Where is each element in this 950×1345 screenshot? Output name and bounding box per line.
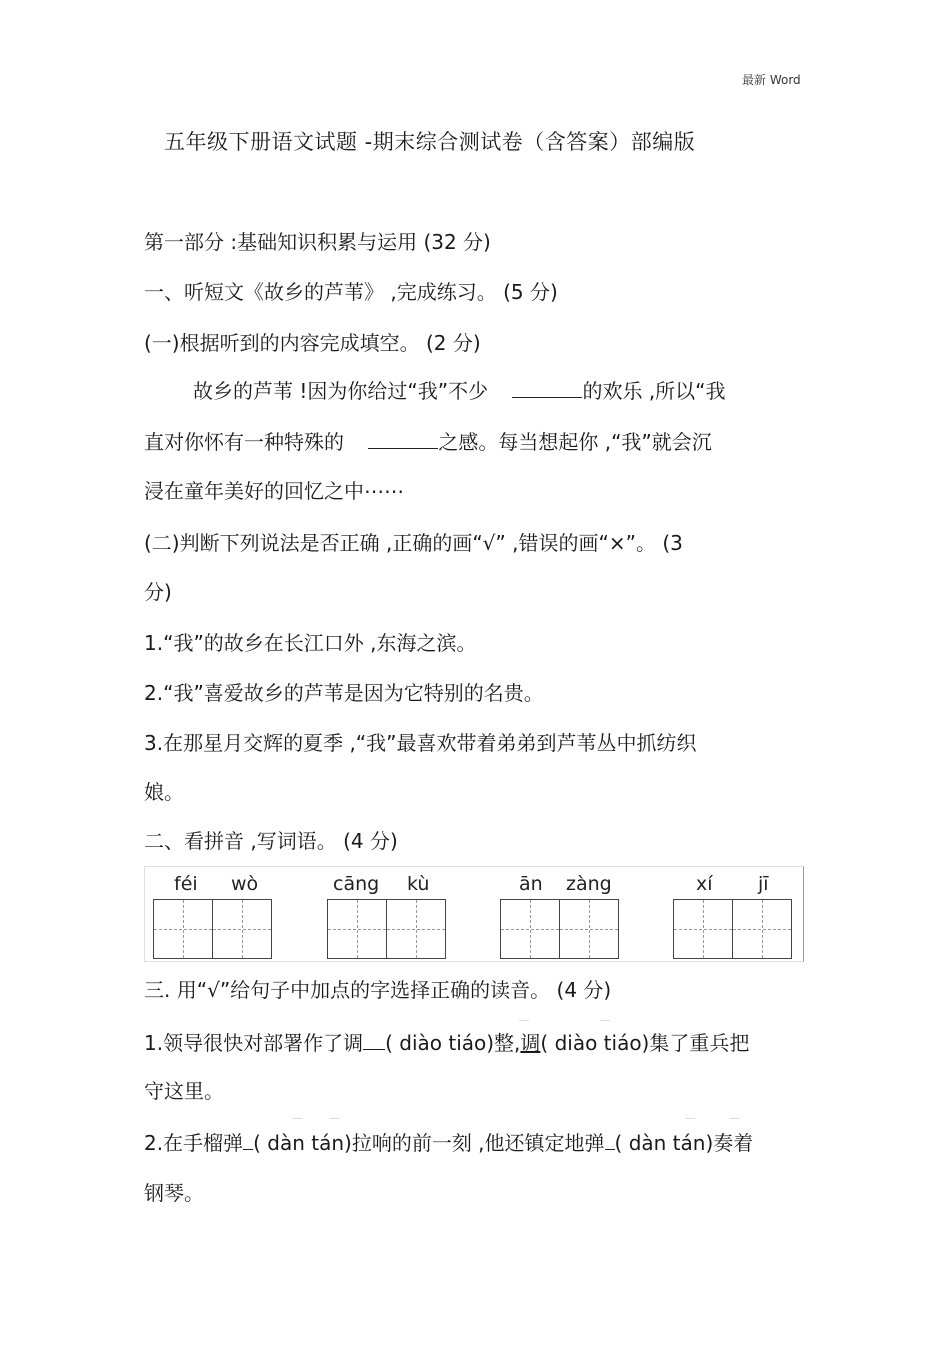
fill-blank-2[interactable]	[368, 430, 438, 449]
fill-text: 直对你怀有一种特殊的	[144, 430, 344, 454]
reading-q1-line1	[144, 1030, 749, 1056]
emphasis-dot	[685, 1118, 695, 1119]
section3-heading: 三. 用“√”给句子中加点的字选择正确的读音。 (4 分)	[144, 978, 612, 1002]
pinyin-label: kù	[407, 873, 430, 895]
emphasis-dot	[330, 1118, 340, 1119]
question-text: ( diào tiáo)集了重兵把	[540, 1031, 750, 1055]
writing-cell[interactable]	[732, 899, 792, 959]
dotted-char-mark	[243, 1131, 253, 1150]
pinyin-label: féi	[174, 873, 198, 895]
judge-item-1: 1.“我”的故乡在长江口外 ,东海之滨。	[144, 631, 477, 655]
emphasis-dot	[600, 1020, 610, 1021]
writing-cell[interactable]	[559, 899, 619, 959]
pinyin-label: ān	[519, 873, 543, 895]
section1-sub2-heading-cont: 分)	[144, 580, 172, 604]
fill-text: 的欢乐 ,所以“我	[582, 379, 726, 403]
reading-q1-line2: 守这里。	[144, 1079, 224, 1103]
fill-blank-1[interactable]	[512, 379, 582, 398]
judge-item-3-cont: 娘。	[144, 780, 184, 804]
document-title: 五年级下册语文试题 -期末综合测试卷（含答案）部编版	[164, 130, 696, 154]
fill-paragraph-line1	[193, 378, 726, 404]
reading-q2-line1	[144, 1130, 753, 1156]
question-text: ( dàn tán)拉响的前一刻 ,他还镇定地弹	[253, 1131, 605, 1155]
pinyin-label: wò	[231, 873, 259, 895]
question-text: ( dàn tán)奏着	[614, 1131, 754, 1155]
dotted-char: 调	[520, 1031, 541, 1055]
fill-text: 之感。每当想起你 ,“我”就会沉	[438, 430, 712, 454]
fill-paragraph-line3: 浸在童年美好的回忆之中⋯⋯	[144, 479, 404, 503]
question-text: ( diào tiáo)整,	[385, 1031, 521, 1055]
section1-heading: 一、听短文《故乡的芦苇》 ,完成练习。 (5 分)	[144, 280, 558, 304]
fill-paragraph-line2	[144, 429, 712, 455]
header-tag: 最新 Word	[742, 73, 801, 87]
emphasis-dot	[730, 1118, 740, 1119]
writing-cell[interactable]	[500, 899, 560, 959]
pinyin-label: cāng	[333, 873, 380, 895]
writing-cell[interactable]	[153, 899, 213, 959]
writing-cell[interactable]	[386, 899, 446, 959]
writing-cell[interactable]	[673, 899, 733, 959]
part1-heading: 第一部分 :基础知识积累与运用 (32 分)	[144, 230, 491, 254]
question-text: 2.在手榴弹	[144, 1131, 244, 1155]
fill-text: 故乡的芦苇 !因为你给过“我”不少	[193, 379, 489, 403]
judge-item-2: 2.“我”喜爱故乡的芦苇是因为它特别的名贵。	[144, 681, 544, 705]
reading-q2-line2: 钢琴。	[144, 1181, 204, 1205]
section2-heading: 二、看拼音 ,写词语。 (4 分)	[144, 829, 398, 853]
pinyin-label: xí	[696, 873, 713, 895]
pinyin-label: jī	[758, 873, 769, 895]
question-text: 1.领导很快对部署作了调	[144, 1031, 364, 1055]
dotted-char-mark	[363, 1031, 385, 1050]
pinyin-label: zàng	[566, 873, 612, 895]
pinyin-writing-grid	[144, 866, 804, 962]
emphasis-dot	[292, 1118, 302, 1119]
writing-cell[interactable]	[327, 899, 387, 959]
emphasis-dot	[519, 1020, 529, 1021]
section1-sub1-heading: (一)根据听到的内容完成填空。 (2 分)	[144, 331, 481, 355]
writing-cell[interactable]	[212, 899, 272, 959]
judge-item-3: 3.在那星月交辉的夏季 ,“我”最喜欢带着弟弟到芦苇丛中抓纺织	[144, 731, 697, 755]
section1-sub2-heading: (二)判断下列说法是否正确 ,正确的画“√” ,错误的画“×”。 (3	[144, 531, 683, 555]
dotted-char-mark	[605, 1131, 615, 1150]
